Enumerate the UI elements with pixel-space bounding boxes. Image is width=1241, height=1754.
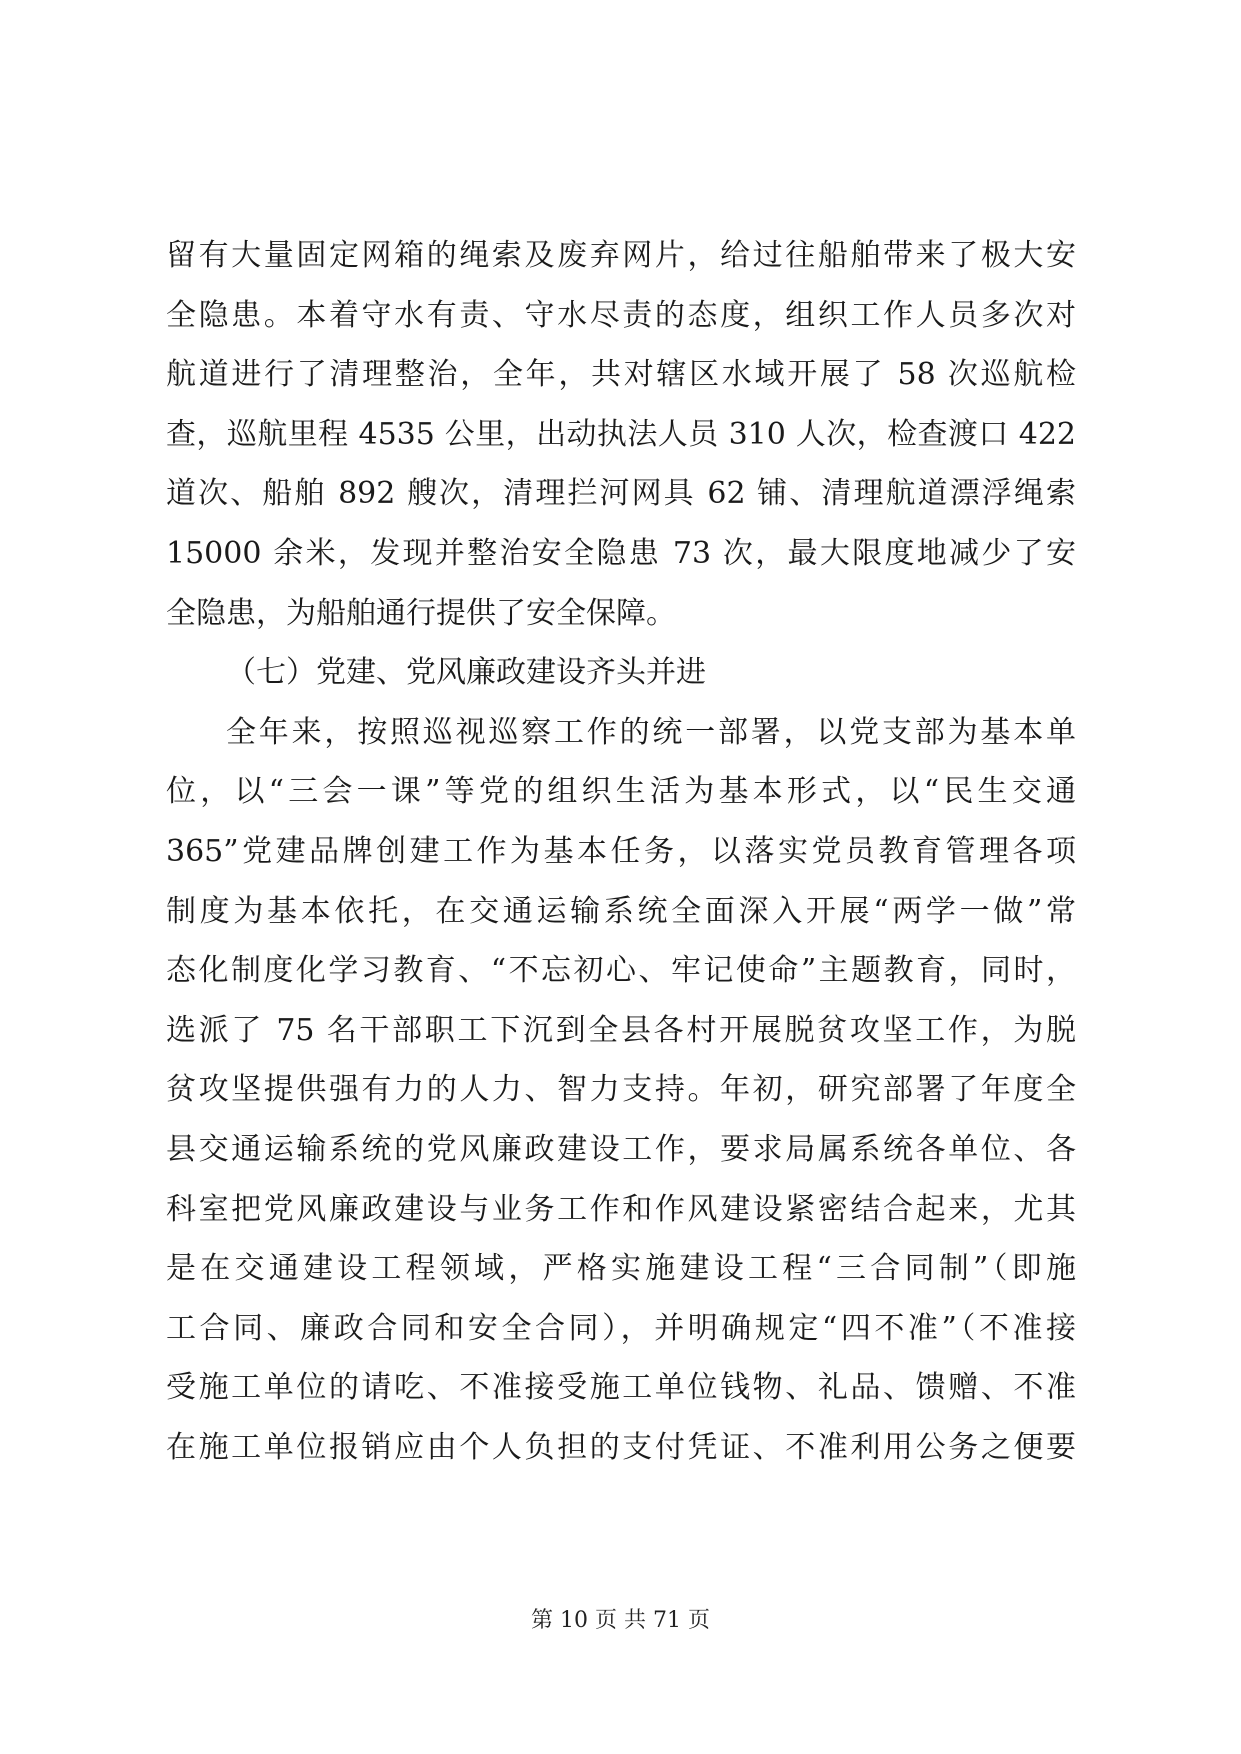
- text-line: 工合同、廉政合同和安全合同），并明确规定“四不准”（不准接: [166, 1310, 1076, 1346]
- text-line: 道次、船舶 892 艘次，清理拦河网具 62 铺、清理航道漂浮绳索: [166, 476, 1076, 512]
- text-line: 365”党建品牌创建工作为基本任务，以落实党员教育管理各项: [166, 833, 1076, 869]
- text-line: 全隐患。本着守水有责、守水尽责的态度，组织工作人员多次对: [166, 297, 1076, 333]
- text-line: 制度为基本依托，在交通运输系统全面深入开展“两学一做”常: [166, 893, 1076, 929]
- text-line: 15000 余米，发现并整治安全隐患 73 次，最大限度地减少了安: [166, 535, 1076, 571]
- text-line: 态化制度化学习教育、“不忘初心、牢记使命”主题教育，同时，: [166, 953, 1076, 989]
- text-line: 是在交通建设工程领域，严格实施建设工程“三合同制”（即施: [166, 1251, 1076, 1287]
- text-line: 贫攻坚提供强有力的人力、智力支持。年初，研究部署了年度全: [166, 1072, 1076, 1108]
- text-line: 全年来，按照巡视巡察工作的统一部署，以党支部为基本单: [226, 714, 1076, 750]
- text-line: 受施工单位的请吃、不准接受施工单位钱物、礼品、馈赠、不准: [166, 1370, 1076, 1406]
- body-text: [166, 226, 1076, 1477]
- text-line: 选派了 75 名干部职工下沉到全县各村开展脱贫攻坚工作，为脱: [166, 1012, 1076, 1048]
- text-line: 科室把党风廉政建设与业务工作和作风建设紧密结合起来，尤其: [166, 1191, 1076, 1227]
- page-footer: 第 10 页 共 71 页: [531, 1608, 710, 1633]
- text-line: 查，巡航里程 4535 公里，出动执法人员 310 人次，检查渡口 422: [166, 416, 1076, 452]
- text-line: 航道进行了清理整治，全年，共对辖区水域开展了 58 次巡航检: [166, 357, 1076, 393]
- text-line: 留有大量固定网箱的绳索及废弃网片，给过往船舶带来了极大安: [166, 238, 1076, 273]
- text-line: 在施工单位报销应由个人负担的支付凭证、不准利用公务之便要: [166, 1429, 1076, 1465]
- text-line: 县交通运输系统的党风廉政建设工作，要求局属系统各单位、各: [166, 1131, 1076, 1167]
- text-line: 全隐患，为船舶通行提供了安全保障。: [166, 595, 676, 631]
- section-heading: （七）党建、党风廉政建设齐头并进: [226, 655, 706, 691]
- text-line: 位，以“三会一课”等党的组织生活为基本形式，以“民生交通: [166, 774, 1076, 810]
